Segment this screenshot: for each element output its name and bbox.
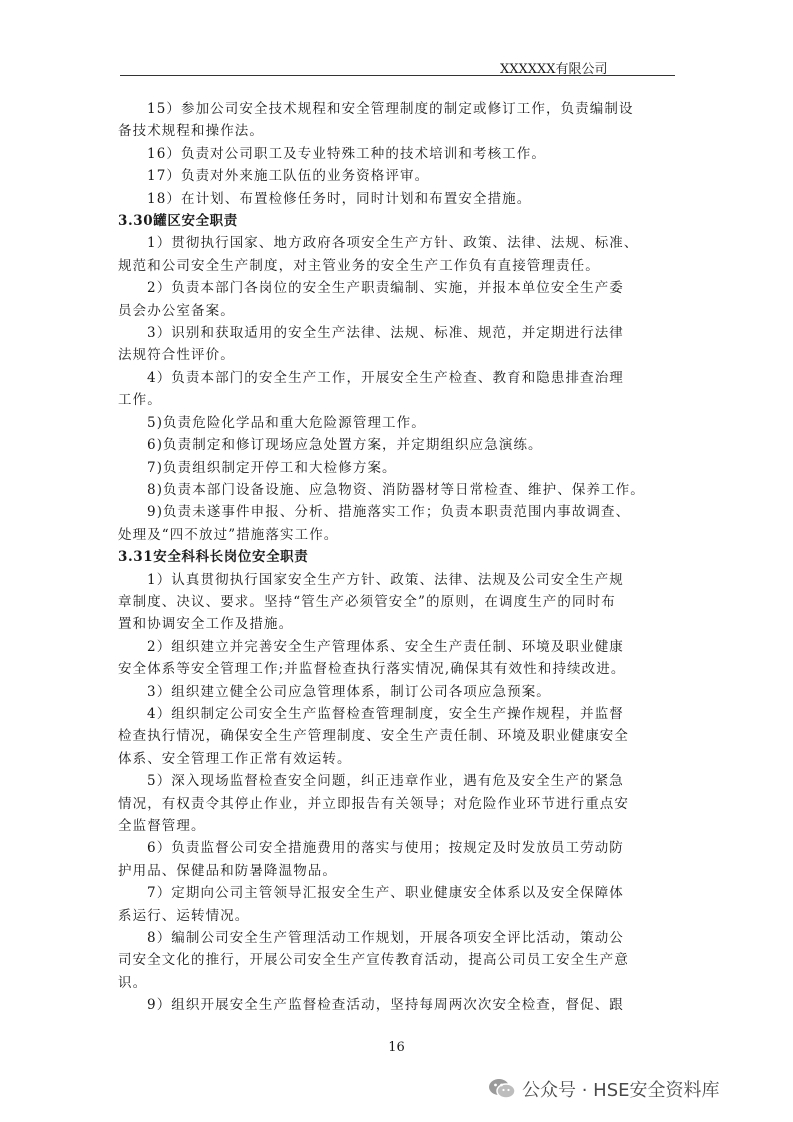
- body-line: 5)负责危险化学品和重大危险源管理工作。: [147, 414, 426, 431]
- body-line: 章制度、决议、要求。坚持“管生产必须管安全”的原则，在调度生产的同时布: [118, 593, 616, 610]
- body-line: 18）在计划、布置检修任务时，同时计划和布置安全措施。: [147, 190, 532, 207]
- body-line: 1）贯彻执行国家、地方政府各项安全生产方针、政策、法律、法规、标准、: [147, 235, 639, 252]
- body-line: 8）编制公司安全生产管理活动工作规划，开展各项安全评比活动，策动公: [147, 930, 624, 947]
- body-line: 员会办公室备案。: [118, 302, 235, 319]
- section-heading: 3.31安全科科长岗位安全职责: [118, 549, 309, 566]
- body-line: 16）负责对公司职工及专业特殊工种的技术培训和考核工作。: [147, 145, 546, 162]
- body-line: 情况，有权责令其停止作业，并立即报告有关领导；对危险作业环节进行重点安: [118, 795, 629, 812]
- header-divider: [120, 75, 675, 76]
- watermark-label: 公众号 · HSE安全资料库: [522, 1080, 720, 1101]
- body-line: 全监督管理。: [118, 818, 206, 834]
- body-line: 4）组织制定公司安全生产监督检查管理制度，安全生产操作规程，并监督: [147, 705, 624, 722]
- body-line: 15）参加公司安全技术规程和安全管理制度的制定或修订工作，负责编制设: [147, 101, 634, 117]
- body-line: 2）负责本部门各岗位的安全生产职责编制、实施，并报本单位安全生产委: [147, 280, 624, 297]
- body-line: 备技术规程和操作法。: [118, 123, 264, 140]
- document-body: [118, 98, 678, 1017]
- body-line: 9)负责未遂事件申报、分析、措施落实工作；负责本职责范围内事故调查、: [147, 504, 631, 521]
- header-company-name: XXXXXX有限公司: [500, 62, 608, 77]
- body-line: 5）深入现场监督检查安全问题，纠正违章作业，遇有危及安全生产的紧急: [147, 773, 624, 790]
- body-line: 系运行、运转情况。: [118, 907, 250, 924]
- body-line: 9）组织开展安全生产监督检查活动，坚持每周两次次安全检查，督促、跟: [147, 997, 624, 1014]
- body-line: 3）识别和获取适用的安全生产法律、法规、标准、规范，并定期进行法律: [147, 325, 624, 342]
- body-line: 3）组织建立健全公司应急管理体系，制订公司各项应急预案。: [147, 683, 551, 700]
- body-line: 2）组织建立并完善安全生产管理体系、安全生产责任制、环境及职业健康: [147, 638, 624, 655]
- body-line: 1）认真贯彻执行国家安全生产方针、政策、法律、法规及公司安全生产规: [147, 571, 624, 588]
- body-line: 护用品、保健品和防暑降温物品。: [118, 862, 337, 879]
- body-line: 4）负责本部门的安全生产工作，开展安全生产检查、教育和隐患排查治理: [147, 369, 624, 386]
- body-line: 6)负责制定和修订现场应急处置方案，并定期组织应急演练。: [147, 437, 543, 454]
- body-line: 6）负责监督公司安全措施费用的落实与使用；按规定及时发放员工劳动防: [147, 840, 624, 857]
- body-line: 规范和公司安全生产制度，对主管业务的安全生产工作负有直接管理责任。: [118, 257, 600, 274]
- body-line: 法规符合性评价。: [118, 347, 235, 364]
- body-line: 司安全文化的推行，开展公司安全生产宣传教育活动，提高公司员工安全生产意: [118, 952, 629, 969]
- body-line: 置和协调安全工作及措施。: [118, 616, 294, 633]
- body-line: 17）负责对外来施工队伍的业务资格评审。: [147, 168, 430, 185]
- section-heading: 3.30罐区安全职责: [118, 213, 238, 230]
- body-line: 体系、安全管理工作正常有效运转。: [118, 750, 352, 767]
- watermark: [488, 1076, 720, 1102]
- body-line: 7）定期向公司主管领导汇报安全生产、职业健康安全体系以及安全保障体: [147, 885, 624, 902]
- body-line: 检查执行情况，确保安全生产管理制度、安全生产责任制、环境及职业健康安全: [118, 728, 629, 745]
- body-line: 7)负责组织制定开停工和大检修方案。: [147, 459, 397, 476]
- body-line: 工作。: [118, 392, 162, 409]
- page-number: 16: [388, 1040, 405, 1055]
- body-line: 安全体系等安全管理工作;并监督检查执行落实情况,确保其有效性和持续改进。: [118, 661, 626, 678]
- body-line: 识。: [118, 974, 148, 991]
- body-line: 8)负责本部门设备设施、应急物资、消防器材等日常检查、维护、保养工作。: [147, 481, 645, 498]
- wechat-icon: [488, 1077, 516, 1101]
- body-line: 处理及“四不放过”措施落实工作。: [118, 526, 339, 543]
